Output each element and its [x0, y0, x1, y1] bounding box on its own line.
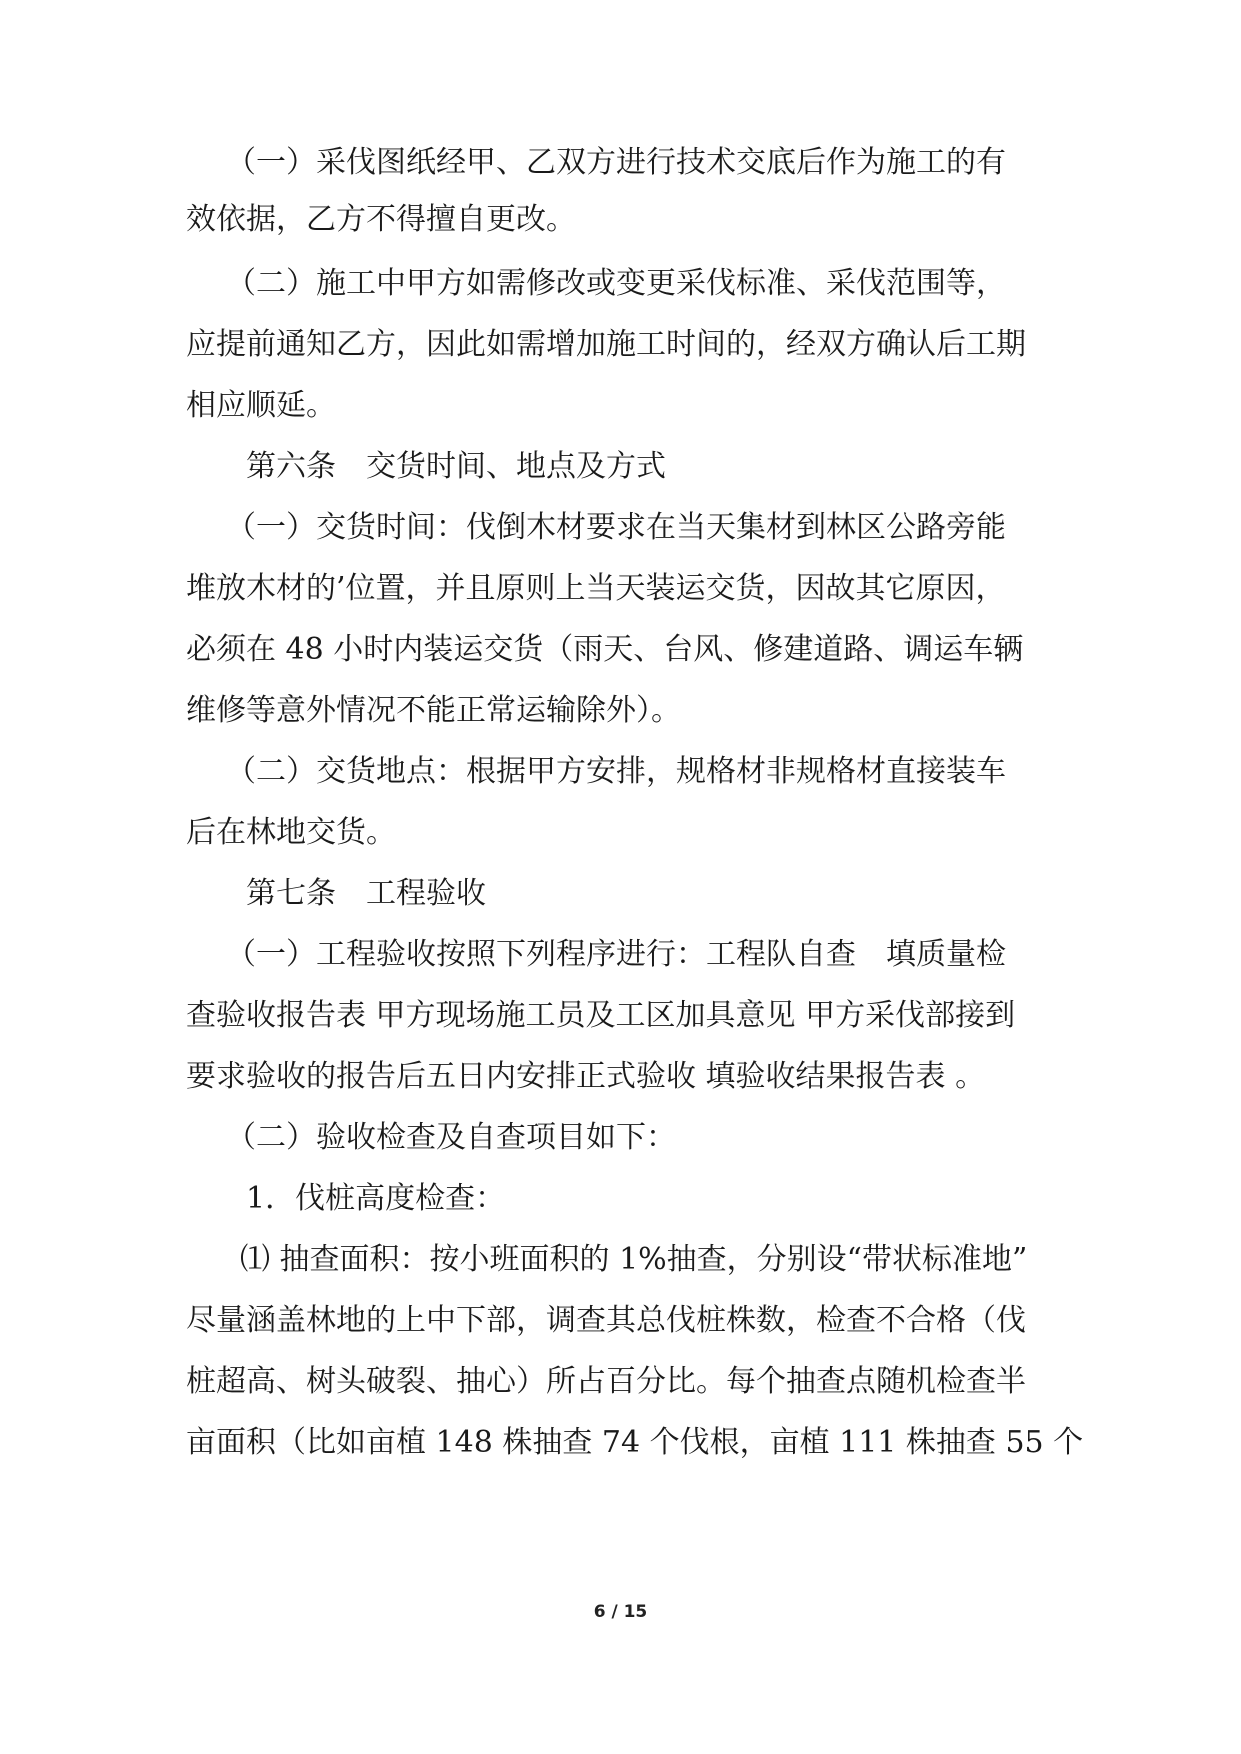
text-line: ⑴ 抽查面积：按小班面积的 1%抽查，分别设“带状标准地” — [240, 1242, 1028, 1277]
text-line: 堆放木材的’位置，并且原则上当天装运交货，因故其它原因， — [186, 571, 1006, 606]
text-line: 必须在 48 小时内装运交货（雨天、台风、修建道路、调运车辆 — [186, 632, 1024, 667]
section-heading: 第七条 工程验收 — [246, 876, 486, 911]
section-heading: 第六条 交货时间、地点及方式 — [246, 449, 666, 484]
text-line: 应提前通知乙方，因此如需增加施工时间的，经双方确认后工期 — [186, 327, 1026, 362]
text-line: （一）交货时间：伐倒木材要求在当天集材到林区公路旁能 — [226, 510, 1006, 545]
text-line: 桩超高、树头破裂、抽心）所占百分比。每个抽查点随机检查半 — [186, 1364, 1026, 1399]
text-line: 亩面积（比如亩植 148 株抽查 74 个伐根，亩植 111 株抽查 55 个 — [186, 1425, 1084, 1460]
text-line: 后在林地交货。 — [186, 815, 396, 850]
page-number: 6 / 15 — [593, 1602, 648, 1622]
text-line: 效依据，乙方不得擅自更改。 — [186, 202, 576, 237]
text-line: （二）验收检查及自查项目如下： — [226, 1120, 676, 1155]
text-line: 查验收报告表 甲方现场施工员及工区加具意见 甲方采伐部接到 — [186, 998, 1016, 1033]
list-item-heading: 1．伐桩高度检查： — [246, 1181, 506, 1216]
text-line: 尽量涵盖林地的上中下部，调查其总伐桩株数，检查不合格（伐 — [186, 1303, 1026, 1338]
text-line: 相应顺延。 — [186, 388, 336, 423]
text-line: （二）施工中甲方如需修改或变更采伐标准、采伐范围等， — [226, 266, 1006, 301]
text-line: 要求验收的报告后五日内安排正式验收 填验收结果报告表 。 — [186, 1059, 986, 1094]
text-line: （二）交货地点：根据甲方安排，规格材非规格材直接装车 — [226, 754, 1006, 789]
text-line: 维修等意外情况不能正常运输除外）。 — [186, 693, 681, 728]
text-line: （一）采伐图纸经甲、乙双方进行技术交底后作为施工的有 — [226, 145, 1006, 180]
text-line: （一）工程验收按照下列程序进行：工程队自查 填质量检 — [226, 937, 1006, 972]
